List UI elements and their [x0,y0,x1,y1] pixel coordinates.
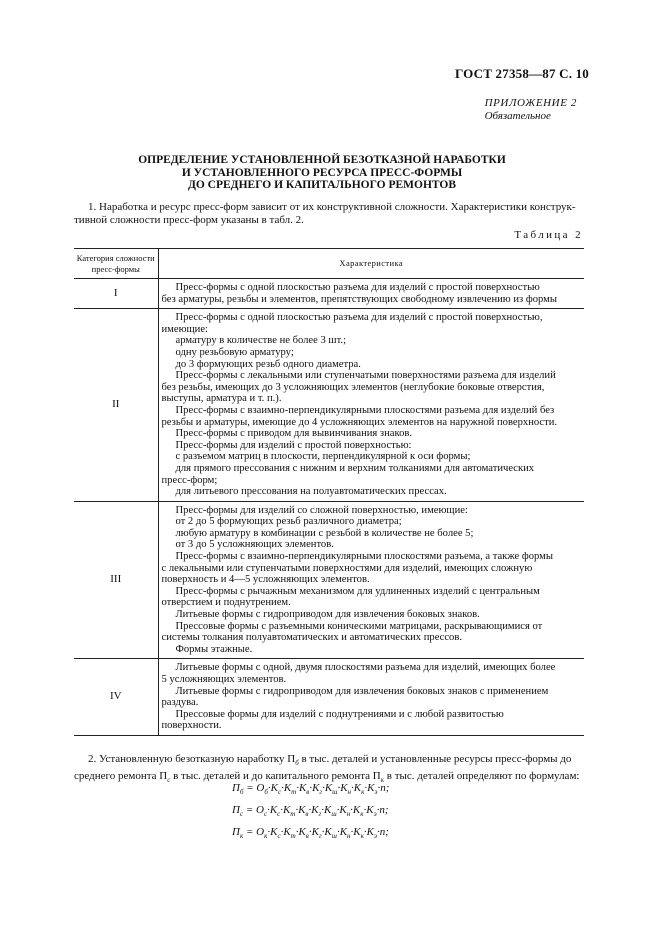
column-header-category [74,249,158,279]
characteristic-line: Пресс-формы с лекальными или ступенчатыми поверхностями разъема для изделий [175,370,556,382]
characteristic-cell [158,659,584,736]
characteristic-cell [158,501,584,659]
text-run: в тыс. деталей и до капитального ремонта П [170,770,381,783]
paragraph-1 [74,201,584,227]
formula-line: $П_с = О_с\cdot К_с\cdot К_т\cdot К_в\cdot К_г\cdot К_ш\cdot К_н\cdot К_к\cdot К_э\cdot n$; [232,804,389,819]
characteristic-line: для литьевого прессования на полуавтоматических прессах. [175,486,447,498]
table-row [74,279,584,309]
characteristic-line: 5 усложняющих элементов. [161,674,287,685]
characteristic-line: поверхность и 4—5 усложняющих элементов. [161,574,370,586]
annex-status: Обязательное [484,110,551,122]
characteristic-line: от 2 до 5 формующих резьб различного диаметра; [175,516,402,528]
category-cell: II [74,309,158,502]
text-run: 2. Установленную безотказную наработку П [88,753,296,765]
text-run: в тыс. деталей определяют по формулам: [384,770,580,783]
characteristic-line: системы толкания полуавтоматических и автоматических прессов. [161,632,463,644]
characteristic-line: Пресс-формы с взаимно-перпендикулярными плоскостями разъема для изделий без [175,404,555,416]
header-text: пресс-формы [91,263,140,274]
characteristic-cell [158,279,584,309]
characteristic-line: пресс-форм; [161,474,218,486]
title-line: И УСТАНОВЛЕННОГО РЕСУРСА ПРЕСС-ФОРМЫ [181,166,463,179]
title-line: ДО СРЕДНЕГО И КАПИТАЛЬНОГО РЕМОНТОВ [187,179,457,191]
characteristic-line: Литьевые формы с одной, двумя плоскостями разъема для изделий, имеющих более [175,662,556,674]
title-line: ОПРЕДЕЛЕНИЕ УСТАНОВЛЕННОЙ БЕЗОТКАЗНОЙ НАРАБОТКИ [138,154,506,166]
text-run: среднего ремонта П [74,770,168,783]
text-run: в тыс. деталей и установленные ресурсы пресс-формы до [298,753,572,765]
annex-label [485,97,577,123]
category-cell: IV [74,659,158,736]
table-label: Таблица 2 [514,229,583,241]
formula-line: $П_б = О_б\cdot К_с\cdot К_т\cdot К_в\cdot К_г\cdot К_ш\cdot К_н\cdot К_к\cdot К_э\cdot n$; [232,782,390,797]
characteristic-line: одну резьбовую арматуру; [175,346,294,358]
formula-line: $П_к = О_к\cdot К_с\cdot К_т\cdot К_в\cdot К_г\cdot К_ш\cdot К_н\cdot К_к\cdot К_э\cdot n$; [232,826,389,841]
characteristic-line: для прямого прессования с нижним и верхним толканиями для автоматических [175,462,535,474]
characteristic-line: Пресс-формы с взаимно-перпендикулярными плоскостями разъема, а также формы [175,551,553,563]
characteristic-line: раздува. [161,697,199,709]
characteristic-line: с лекальными или ступенчатыми поверхностями для изделий, имеющих сложную [161,562,533,574]
table-row [74,501,584,659]
category-cell: III [74,501,158,659]
subscript: с [167,776,171,785]
complexity-table [74,248,584,736]
characteristic-line: Литьевые формы с гидроприводом для извлечения боковых знаков с применением [175,685,549,697]
header-text: Категория сложности [76,252,155,263]
characteristic-line: Пресс-формы для изделий с простой поверхностью: [175,439,412,451]
column-header-characteristic: Характеристика [158,249,584,279]
characteristic-line: отверстием и поднутрением. [161,597,291,609]
table-row [74,309,584,502]
characteristic-line: Пресс-формы с рычажным механизмом для удлиненных изделий с центральным [175,585,540,597]
subscript: б [295,759,299,768]
characteristic-line: имеющие: [161,323,208,335]
paragraph-line [74,753,584,770]
paragraph-line: тивной сложности пресс-форм указаны в табл. 2. [74,214,304,226]
characteristic-line: резьбы и арматуры, имеющие до 4 усложняющих элементов на наружной поверхности. [161,416,558,428]
table-header-row [74,249,584,279]
characteristic-line: Пресс-формы для изделий со сложной поверхностью, имеющие: [175,504,468,516]
characteristic-line: Пресс-формы с приводом для вывинчивания знаков. [175,428,413,440]
characteristic-line: Формы этажные. [175,643,253,655]
characteristic-line: Литьевые формы с гидроприводом для извлечения боковых знаков. [175,609,480,621]
characteristic-line: до 3 формующих резьб одного диаметра. [175,358,361,370]
table-body [74,279,584,736]
subscript: к [380,776,385,785]
table-row [74,659,584,736]
characteristic-line: любую арматуру в комбинации с резьбой в количестве не более 5; [175,527,474,539]
characteristic-line: арматуру в количестве не более 3 шт.; [175,335,347,347]
characteristic-line: от 3 до 5 усложняющих элементов. [175,539,334,551]
formula-block [232,782,389,848]
category-cell: I [74,279,158,309]
characteristic-line: Пресс-формы с одной плоскостью разъема для изделий с простой поверхностью, [175,312,543,324]
characteristic-cell [158,309,584,502]
paragraph-line: 1. Наработка и ресурс пресс-форм зависит от их конструктивной сложности. Характеристики конструк- [88,201,576,213]
characteristic-line: поверхности. [161,720,222,732]
characteristic-line: выступы, арматура и т. п.). [161,393,282,405]
characteristic-line: без арматуры, резьбы и элементов, препятствующих свободному извлечению из формы [161,293,557,305]
characteristic-line: Прессовые формы с разъемными коническими матрицами, раскрывающимися от [175,620,543,632]
characteristic-line: Прессовые формы для изделий с поднутрениями и с любой развитостью [175,708,504,720]
section-title [60,154,584,192]
characteristic-line: без резьбы, имеющих до 3 усложняющих элементов (неглубокие боковые отверстия, [161,381,545,393]
document-header: ГОСТ 27358—87 С. 10 [455,66,589,81]
characteristic-line: Пресс-формы с одной плоскостью разъема для изделий с простой поверхностью [175,282,540,293]
annex-number: ПРИЛОЖЕНИЕ 2 [484,97,577,109]
characteristic-line: с разъемом матриц в плоскости, перпендикулярной к оси формы; [175,451,471,463]
